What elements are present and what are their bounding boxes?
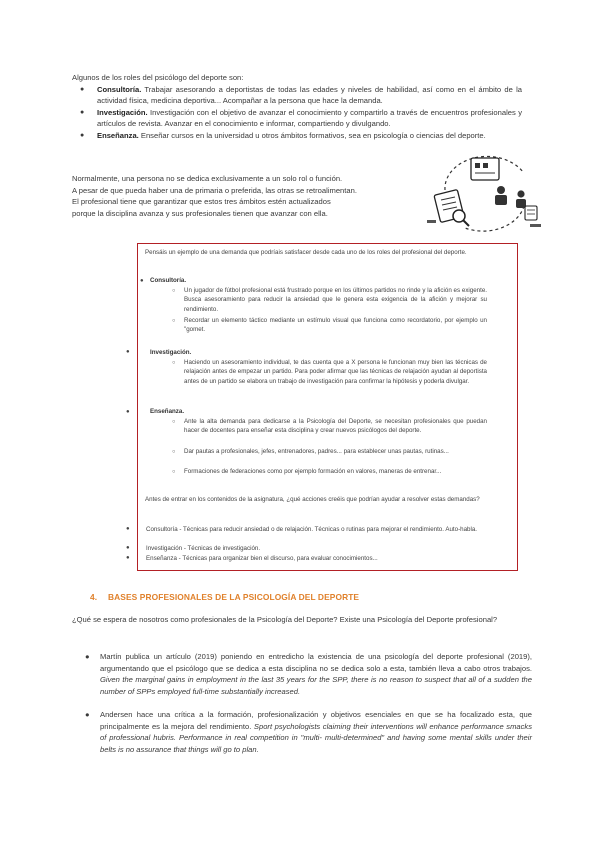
box-item: Dar pautas a profesionales, jefes, entrenadores, padres... para establecer unas pautas, rutinas... [184,448,449,455]
role-term: Enseñanza. [97,130,139,140]
bullet-icon: ● [126,555,130,561]
section-heading [90,592,359,602]
circle-bullet-icon: ○ [172,419,176,425]
role-term: Consultoría. [97,84,142,94]
paragraph-line: porque la disciplina avanza y sus profesionales tienen que avanzar con ella. [72,208,328,218]
bullet-quote: Given the marginal gains in employment in the last 35 years for the SPP, there is no reason to suspect that all of a sudden the number of SPPs employed full-time substantially increased. [100,675,532,696]
exercise-box [126,243,518,571]
circle-bullet-icon: ○ [172,449,176,455]
role-term: Investigación. [97,107,148,117]
bullet-icon: ● [80,131,85,139]
section-title: BASES PROFESIONALES DE LA PSICOLOGÍA DEL DEPORTE [108,592,360,602]
box-item: Un jugador de fútbol profesional está frustrado porque en los últimos partidos no rinde y la afición es exigente. Busca asesoramiento para reducir la ansiedad que le genera esta exigencia de la afición y mejorar su rendimiento. [184,287,487,313]
intro-text: Algunos de los roles del psicólogo del deporte son: [72,73,244,82]
bullet-quote: Sport psychologists claiming their interventions will enhance performance smacks of professional hubris. Performance in real competition in "multi- multi-determined" and having some mental skills under their belts is no assurance that things will go to plan. [100,721,533,754]
circle-bullet-icon: ○ [172,469,176,475]
bullet-icon: ● [140,278,144,284]
section-question: ¿Qué se espera de nosotros como profesionales de la Psicología del Deporte? Existe una Psicología del Deporte profesional? [72,615,498,624]
role-text: Enseñar cursos en la universidad u otros ámbitos formativos, sea en psicología o ciencias del deporte. [138,130,486,140]
meeting-illustration-icon [425,150,543,232]
roles-section [72,72,522,142]
bullet-icon: ● [126,545,130,551]
box-answer: Investigación - Técnicas de investigación. [146,545,261,552]
box-item: Formaciones de federaciones como por ejemplo formación en valores, maneras de entrenar... [184,468,442,475]
bullet-icon: ● [126,526,130,532]
circle-bullet-icon: ○ [172,360,176,366]
box-answer: Enseñanza - Técnicas para organizar bien el discurso, para evaluar conocimientos... [146,555,378,562]
box-answer: Consultoría - Técnicas para reducir ansiedad o de relajación. Técnicas o rutinas para mejorar el rendimiento. Auto-habla. [146,526,477,533]
circle-bullet-icon: ○ [172,318,176,324]
box-item: Haciendo un asesoramiento individual, te das cuenta que a X persona le funcionan muy bien las técnicas de relajación antes de empezar un partido. Para poder afirmar que las técnicas de relajación ayudan al deportista antes de un partido se elabora un trabajo de investigación para confirmar la hipótesis y poderla divulgar. [184,359,487,385]
bullet-icon: ● [80,85,85,93]
box-prompt: Pensáis un ejemplo de una demanda que podríais satisfacer desde cada uno de los roles del profesional del deporte. [145,249,467,256]
box-question: Antes de entrar en los contenidos de la asignatura, ¿qué acciones creéis que podrían ayudar a resolver estas demandas? [145,496,480,503]
role-text: Trabajar asesorando a deportistas de todas las edades y niveles de habilidad, así como en el ámbito de la actividad física, medicina deportiva... Acompañar a la persona que hace la demanda. [97,84,522,106]
role-text: Investigación con el objetivo de avanzar el conocimiento y compartirlo a través de encuentros profesionales y artículos de revista. Avanzar en el conocimiento e informar, compartiendo y divulgando. [97,107,522,129]
article-bullet [72,651,532,697]
box-section-title: Consultoría. [150,277,187,284]
paragraph-line: El profesional tiene que garantizar que estos tres ámbitos estén actualizados [72,197,331,207]
bullet-text: Andersen hace una crítica a la formación, profesionalización y objetivos esenciales en que se ha focalizado esta, que principalmente es la mejora del rendimiento. [100,710,532,731]
bullet-icon: ● [126,409,130,415]
box-item: Recordar un elemento táctico mediante un estímulo visual que funciona como recordatorio, por ejemplo un "gomet. [184,317,487,334]
bullet-text: Martín publica un artículo (2019) poniendo en entredicho la existencia de una psicología del deporte profesional (2019), argumentando que el psicólogo que se dedica a esta disciplina no se dedica solo a esta, también lleva a cabo otros trabajos. [100,652,532,673]
roles-list [72,84,522,142]
paragraph-line: A pesar de que pueda haber una de primaria o preferida, las otras se retroalimentan. [72,185,357,195]
section-number: 4. [90,592,98,602]
circle-bullet-icon: ○ [172,288,176,294]
box-section-title: Enseñanza. [150,408,185,415]
role-item [72,84,522,107]
bullet-icon: ● [126,349,130,355]
paragraph-line: Normalmente, una persona no se dedica exclusivamente a un solo rol o función. [72,174,343,183]
bullet-icon: ● [85,710,90,719]
roles-paragraph [72,173,432,219]
role-item [72,107,522,130]
bullet-icon: ● [80,108,85,116]
role-item [72,130,522,142]
box-item: Ante la alta demanda para dedicarse a la Psicología del Deporte, se necesitan profesionales que puedan hacer de docentes para enseñar esta disciplina y crear nuevos psicólogos del deporte. [184,418,487,435]
article-bullet [72,709,532,755]
box-section-title: Investigación. [150,349,192,356]
bullet-icon: ● [85,652,90,661]
